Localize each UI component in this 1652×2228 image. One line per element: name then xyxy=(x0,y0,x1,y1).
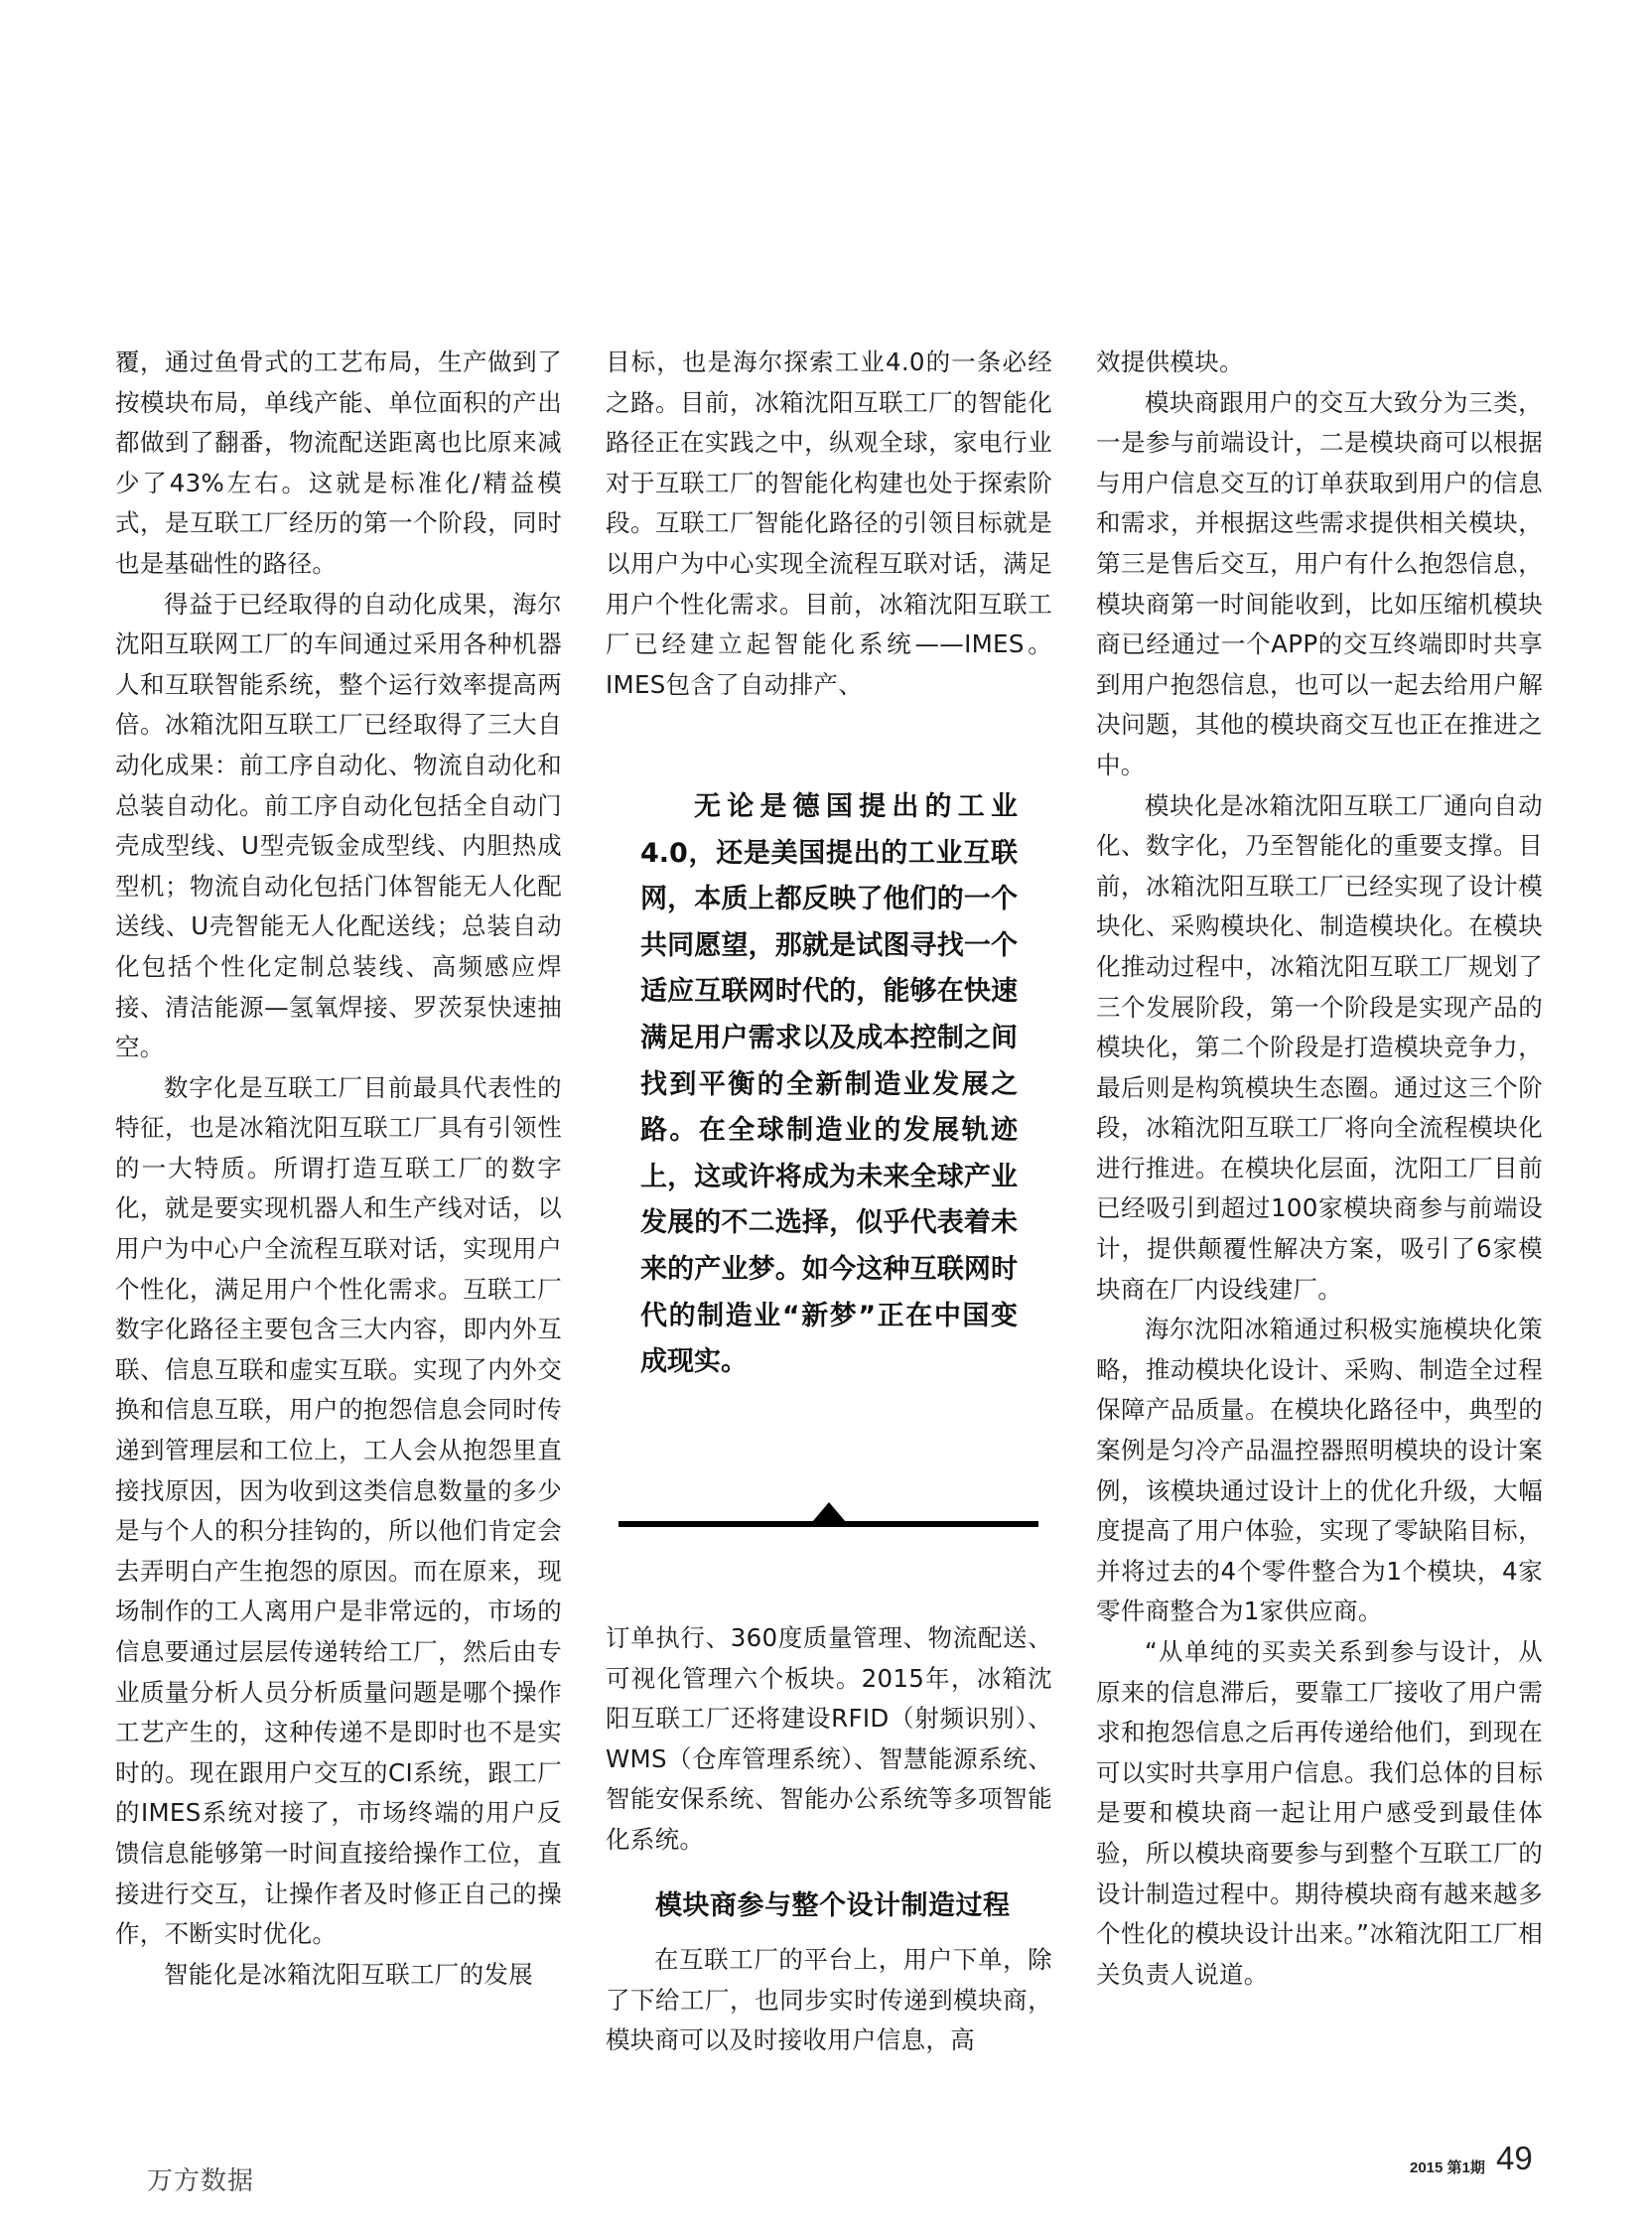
paragraph: 订单执行、360度质量管理、物流配送、可视化管理六个板块。2015年，冰箱沈阳互联工厂还将建设RFID（射频识别）、WMS（仓库管理系统）、智慧能源系统、智能安保系统、智能办公系统等多项智能化系统。 xyxy=(606,1623,1052,1854)
paragraph: 效提供模块。 xyxy=(1096,348,1244,376)
paragraph: “从单纯的买卖关系到参与设计，从原来的信息滞后，要靠工厂接收了用户需求和抱怨信息之后再传递给他们，到现在可以实时共享用户信息。我们总体的目标是要和模块商一起让用户感受到最佳体验，所以模块商要参与到整个互联工厂的设计制造过程中。期待模块商有越来越多个性化的模块设计出来。”冰箱沈阳工厂相关负责人说道。 xyxy=(1096,1637,1543,1989)
section-heading: 模块商参与整个设计制造过程 xyxy=(655,1890,1011,1921)
paragraph: 模块化是冰箱沈阳互联工厂通向自动化、数字化，乃至智能化的重要支撑。目前，冰箱沈阳互联工厂已经实现了设计模块化、采购模块化、制造模块化。在模块化推动过程中，冰箱沈阳互联工厂规划了三个发展阶段，第一个阶段是实现产品的模块化，第二个阶段是打造模块竞争力，最后则是构筑模块生态圈。通过这三个阶段，冰箱沈阳互联工厂将向全流程模块化进行推进。在模块化层面，沈阳工厂目前已经吸引到超过100家模块商参与前端设计，提供颠覆性解决方案，吸引了6家模块商在厂内设线建厂。 xyxy=(1096,790,1543,1304)
pull-quote xyxy=(640,784,1018,1386)
pull-quote-divider xyxy=(619,1521,1038,1527)
paragraph: 数字化是互联工厂目前最具代表性的特征，也是冰箱沈阳互联工厂具有引领性的一大特质。所谓打造互联工厂的数字化，就是要实现机器人和生产线对话，以用户为中心户全流程互联对话，实现用户个性化，满足用户个性化需求。互联工厂数字化路径主要包含三大内容，即内外互联、信息互联和虚实互联。实现了内外交换和信息互联，用户的抱怨信息会同时传递到管理层和工位上，工人会从抱怨里直接找原因，因为收到这类信息数量的多少是与个人的积分挂钩的，所以他们肯定会去弄明白产生抱怨的原因。而在原来，现场制作的工人离用户是非常远的，市场的信息要通过层层传递转给工厂，然后由专业质量分析人员分析质量问题是哪个操作工艺产生的，这种传递不是即时也不是实时的。现在跟用户交互的CI系统，跟工厂的IMES系统对接了，市场终端的用户反馈信息能够第一时间直接给操作工位，直接进行交互，让操作者及时修正自己的操作，不断实时优化。 xyxy=(115,1072,562,1949)
paragraph: 海尔沈阳冰箱通过积极实施模块化策略，推动模块化设计、采购、制造全过程保障产品质量。在模块化路径中，典型的案例是匀冷产品温控器照明模块的设计案例，该模块通过设计上的优化升级，大幅度提高了用户体验，实现了零缺陷目标，并将过去的4个零件整合为1个模块，4家零件商整合为1家供应商。 xyxy=(1096,1315,1543,1626)
article-column-2-bottom xyxy=(606,1618,1052,1861)
paragraph: 智能化是冰箱沈阳互联工厂的发展 xyxy=(164,1959,533,1989)
issue-label: 2015 第1期 xyxy=(1410,2159,1485,2176)
paragraph: 得益于已经取得的自动化成果，海尔沈阳互联网工厂的车间通过采用各种机器人和互联智能系统，整个运行效率提高两倍。冰箱沈阳互联工厂已经取得了三大自动化成果：前工序自动化、物流自动化和总装自动化。前工序自动化包括全自动门壳成型线、U型壳钣金成型线、内胆热成型机；物流自动化包括门体智能无人化配送线、U壳智能无人化配送线；总装自动化包括个性化定制总装线、高频感应焊接、清洁能源—氢氧焊接、罗茨泵快速抽空。 xyxy=(115,589,562,1062)
article-column-1 xyxy=(115,343,562,1995)
page-number: 49 xyxy=(1496,2140,1533,2176)
article-column-3 xyxy=(1096,343,1543,1995)
pull-quote-text: 无论是德国提出的工业4.0，还是美国提出的工业互联网，本质上都反映了他们的一个共同愿望，那就是试图寻找一个适应互联网时代的，能够在快速满足用户需求以及成本控制之间找到平衡的全新制造业发展之路。在全球制造业的发展轨迹上，这或许将成为未来全球产业发展的不二选择，似乎代表着未来的产业梦。如今这种互联网时代的制造业“新梦”正在中国变成现实。 xyxy=(640,791,1018,1378)
watermark: 万方数据 xyxy=(147,2166,255,2196)
article-column-2-section xyxy=(606,1940,1052,2061)
paragraph: 覆，通过鱼骨式的工艺布局，生产做到了按模块布局，单线产能、单位面积的产出都做到了翻番，物流配送距离也比原来减少了43%左右。这就是标准化/精益模式，是互联工厂经历的第一个阶段，同时也是基础性的路径。 xyxy=(115,348,562,578)
triangle-up-icon xyxy=(812,1502,846,1522)
paragraph: 目标，也是海尔探索工业4.0的一条必经之路。目前，冰箱沈阳互联工厂的智能化路径正在实践之中，纵观全球，家电行业对于互联工厂的智能化构建也处于探索阶段。互联工厂智能化路径的引领目标就是以用户为中心实现全流程互联对话，满足用户个性化需求。目前，冰箱沈阳互联工厂已经建立起智能化系统——IMES。IMES包含了自动排产、 xyxy=(606,348,1052,699)
article-column-2-top xyxy=(606,343,1052,705)
paragraph: 模块商跟用户的交互大致分为三类，一是参与前端设计，二是模块商可以根据与用户信息交互的订单获取到用户的信息和需求，并根据这些需求提供相关模块，第三是售后交互，用户有什么抱怨信息，模块商第一时间能收到，比如压缩机模块商已经通过一个APP的交互终端即时共享到用户抱怨信息，也可以一起去给用户解决问题，其他的模块商交互也正在推进之中。 xyxy=(1096,387,1543,779)
paragraph: 在互联工厂的平台上，用户下单，除了下给工厂，也同步实时传递到模块商，模块商可以及时接收用户信息，高 xyxy=(606,1945,1052,2055)
